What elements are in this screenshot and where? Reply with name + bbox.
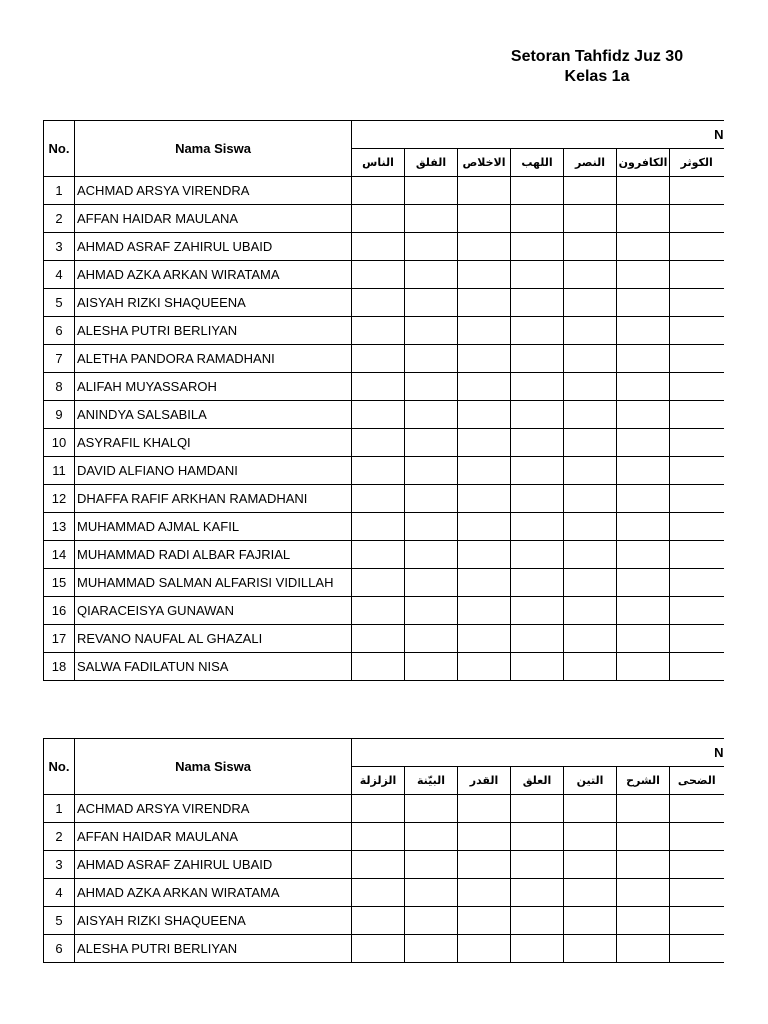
score-cell[interactable] bbox=[352, 935, 405, 963]
score-cell[interactable] bbox=[617, 457, 670, 485]
score-cell[interactable] bbox=[511, 907, 564, 935]
score-cell[interactable] bbox=[352, 513, 405, 541]
score-cell[interactable] bbox=[405, 345, 458, 373]
score-cell[interactable] bbox=[458, 823, 511, 851]
student-name: MUHAMMAD SALMAN ALFARISI VIDILLAH bbox=[75, 569, 352, 597]
score-cell[interactable] bbox=[670, 541, 724, 569]
score-cell[interactable] bbox=[405, 177, 458, 205]
score-cell[interactable] bbox=[670, 205, 724, 233]
score-cell[interactable] bbox=[511, 233, 564, 261]
score-cell[interactable] bbox=[511, 513, 564, 541]
row-number: 4 bbox=[44, 261, 75, 289]
score-cell[interactable] bbox=[352, 823, 405, 851]
student-name: SALWA FADILATUN NISA bbox=[75, 653, 352, 681]
score-cell[interactable] bbox=[617, 401, 670, 429]
score-cell[interactable] bbox=[405, 597, 458, 625]
score-cell[interactable] bbox=[564, 485, 617, 513]
score-cell[interactable] bbox=[405, 429, 458, 457]
score-cell[interactable] bbox=[405, 541, 458, 569]
score-cell[interactable] bbox=[511, 177, 564, 205]
student-row bbox=[44, 569, 724, 597]
score-cell[interactable] bbox=[617, 429, 670, 457]
student-name: ALESHA PUTRI BERLIYAN bbox=[75, 935, 352, 963]
score-cell[interactable] bbox=[458, 541, 511, 569]
header-group: N bbox=[352, 739, 724, 767]
student-name: ACHMAD ARSYA VIRENDRA bbox=[75, 795, 352, 823]
score-cell[interactable] bbox=[458, 401, 511, 429]
score-cell[interactable] bbox=[617, 795, 670, 823]
row-number: 7 bbox=[44, 345, 75, 373]
row-number: 5 bbox=[44, 289, 75, 317]
score-cell[interactable] bbox=[564, 907, 617, 935]
score-cell[interactable] bbox=[617, 597, 670, 625]
score-cell[interactable] bbox=[458, 907, 511, 935]
score-cell[interactable] bbox=[564, 429, 617, 457]
student-row bbox=[44, 457, 724, 485]
header-nama-siswa: Nama Siswa bbox=[75, 121, 352, 177]
header-surah: النصر bbox=[564, 149, 617, 177]
student-row bbox=[44, 205, 724, 233]
student-row bbox=[44, 935, 724, 963]
score-cell[interactable] bbox=[511, 795, 564, 823]
score-cell[interactable] bbox=[405, 879, 458, 907]
header-surah: الشرح bbox=[617, 767, 670, 795]
student-name: AISYAH RIZKI SHAQUEENA bbox=[75, 289, 352, 317]
student-row bbox=[44, 513, 724, 541]
student-name: QIARACEISYA GUNAWAN bbox=[75, 597, 352, 625]
score-cell[interactable] bbox=[564, 879, 617, 907]
score-cell[interactable] bbox=[405, 907, 458, 935]
student-name: DHAFFA RAFIF ARKHAN RAMADHANI bbox=[75, 485, 352, 513]
score-cell[interactable] bbox=[458, 177, 511, 205]
student-name: AHMAD AZKA ARKAN WIRATAMA bbox=[75, 261, 352, 289]
score-cell[interactable] bbox=[511, 457, 564, 485]
student-name: ANINDYA SALSABILA bbox=[75, 401, 352, 429]
score-cell[interactable] bbox=[670, 289, 724, 317]
score-cell[interactable] bbox=[458, 597, 511, 625]
score-cell[interactable] bbox=[670, 513, 724, 541]
score-cell[interactable] bbox=[617, 879, 670, 907]
score-cell[interactable] bbox=[458, 457, 511, 485]
score-cell[interactable] bbox=[511, 317, 564, 345]
score-cell[interactable] bbox=[352, 795, 405, 823]
row-number: 3 bbox=[44, 851, 75, 879]
student-name: ALESHA PUTRI BERLIYAN bbox=[75, 317, 352, 345]
score-cell[interactable] bbox=[670, 823, 724, 851]
score-cell[interactable] bbox=[670, 429, 724, 457]
score-cell[interactable] bbox=[458, 261, 511, 289]
student-row bbox=[44, 823, 724, 851]
score-cell[interactable] bbox=[458, 289, 511, 317]
student-name: DAVID ALFIANO HAMDANI bbox=[75, 457, 352, 485]
score-cell[interactable] bbox=[352, 457, 405, 485]
header-nama-siswa: Nama Siswa bbox=[75, 739, 352, 795]
score-cell[interactable] bbox=[352, 569, 405, 597]
score-cell[interactable] bbox=[617, 373, 670, 401]
score-cell[interactable] bbox=[458, 345, 511, 373]
score-cell[interactable] bbox=[511, 823, 564, 851]
score-cell[interactable] bbox=[511, 851, 564, 879]
score-cell[interactable] bbox=[458, 653, 511, 681]
student-row bbox=[44, 261, 724, 289]
score-cell[interactable] bbox=[617, 823, 670, 851]
score-cell[interactable] bbox=[352, 345, 405, 373]
header-no: No. bbox=[44, 739, 75, 795]
score-cell[interactable] bbox=[405, 795, 458, 823]
row-number: 18 bbox=[44, 653, 75, 681]
student-row bbox=[44, 541, 724, 569]
document-title bbox=[497, 47, 697, 87]
score-cell[interactable] bbox=[511, 879, 564, 907]
score-cell[interactable] bbox=[670, 935, 724, 963]
score-cell[interactable] bbox=[352, 653, 405, 681]
score-cell[interactable] bbox=[670, 625, 724, 653]
row-number: 4 bbox=[44, 879, 75, 907]
student-name: AFFAN HAIDAR MAULANA bbox=[75, 205, 352, 233]
score-cell[interactable] bbox=[617, 205, 670, 233]
student-row bbox=[44, 879, 724, 907]
student-row bbox=[44, 177, 724, 205]
score-cell[interactable] bbox=[564, 541, 617, 569]
student-row bbox=[44, 795, 724, 823]
score-cell[interactable] bbox=[458, 795, 511, 823]
score-cell[interactable] bbox=[670, 401, 724, 429]
header-surah: الاخلاص bbox=[458, 149, 511, 177]
title-line-2: Kelas 1a bbox=[564, 68, 630, 85]
score-cell[interactable] bbox=[458, 317, 511, 345]
score-cell[interactable] bbox=[670, 795, 724, 823]
score-cell[interactable] bbox=[617, 485, 670, 513]
student-name: AHMAD ASRAF ZAHIRUL UBAID bbox=[75, 233, 352, 261]
student-row bbox=[44, 907, 724, 935]
score-cell[interactable] bbox=[670, 569, 724, 597]
score-cell[interactable] bbox=[352, 541, 405, 569]
student-row bbox=[44, 851, 724, 879]
row-number: 1 bbox=[44, 795, 75, 823]
score-cell[interactable] bbox=[405, 625, 458, 653]
score-cell[interactable] bbox=[670, 879, 724, 907]
score-cell[interactable] bbox=[352, 261, 405, 289]
score-cell[interactable] bbox=[617, 261, 670, 289]
score-cell[interactable] bbox=[511, 569, 564, 597]
score-cell[interactable] bbox=[564, 289, 617, 317]
row-number: 10 bbox=[44, 429, 75, 457]
score-cell[interactable] bbox=[511, 625, 564, 653]
score-cell[interactable] bbox=[617, 625, 670, 653]
score-cell[interactable] bbox=[352, 317, 405, 345]
score-cell[interactable] bbox=[670, 373, 724, 401]
score-cell[interactable] bbox=[352, 177, 405, 205]
header-surah: البيّنة bbox=[405, 767, 458, 795]
score-cell[interactable] bbox=[564, 569, 617, 597]
score-cell[interactable] bbox=[458, 569, 511, 597]
row-number: 6 bbox=[44, 317, 75, 345]
score-cell[interactable] bbox=[458, 625, 511, 653]
student-row bbox=[44, 317, 724, 345]
student-name: ALIFAH MUYASSAROH bbox=[75, 373, 352, 401]
score-cell[interactable] bbox=[458, 513, 511, 541]
row-number: 13 bbox=[44, 513, 75, 541]
score-cell[interactable] bbox=[511, 261, 564, 289]
student-row bbox=[44, 485, 724, 513]
header-surah: العلق bbox=[511, 767, 564, 795]
score-cell[interactable] bbox=[352, 597, 405, 625]
header-group: N bbox=[352, 121, 724, 149]
score-cell[interactable] bbox=[670, 457, 724, 485]
score-cell[interactable] bbox=[352, 907, 405, 935]
row-number: 8 bbox=[44, 373, 75, 401]
score-cell[interactable] bbox=[458, 233, 511, 261]
score-cell[interactable] bbox=[405, 261, 458, 289]
score-cell[interactable] bbox=[458, 205, 511, 233]
score-cell[interactable] bbox=[405, 513, 458, 541]
student-name: ACHMAD ARSYA VIRENDRA bbox=[75, 177, 352, 205]
row-number: 16 bbox=[44, 597, 75, 625]
header-no: No. bbox=[44, 121, 75, 177]
score-cell[interactable] bbox=[564, 401, 617, 429]
score-cell[interactable] bbox=[617, 317, 670, 345]
score-cell[interactable] bbox=[458, 851, 511, 879]
score-cell[interactable] bbox=[670, 851, 724, 879]
student-name: MUHAMMAD RADI ALBAR FAJRIAL bbox=[75, 541, 352, 569]
score-cell[interactable] bbox=[405, 569, 458, 597]
score-cell[interactable] bbox=[405, 935, 458, 963]
student-name: AHMAD ASRAF ZAHIRUL UBAID bbox=[75, 851, 352, 879]
score-cell[interactable] bbox=[564, 205, 617, 233]
score-cell[interactable] bbox=[405, 485, 458, 513]
score-cell[interactable] bbox=[352, 429, 405, 457]
score-cell[interactable] bbox=[405, 289, 458, 317]
student-name: AFFAN HAIDAR MAULANA bbox=[75, 823, 352, 851]
header-surah: الفلق bbox=[405, 149, 458, 177]
score-cell[interactable] bbox=[352, 205, 405, 233]
score-cell[interactable] bbox=[352, 401, 405, 429]
row-number: 11 bbox=[44, 457, 75, 485]
header-surah: الكوثر bbox=[670, 149, 724, 177]
student-name: REVANO NAUFAL AL GHAZALI bbox=[75, 625, 352, 653]
header-surah: التين bbox=[564, 767, 617, 795]
score-cell[interactable] bbox=[458, 429, 511, 457]
student-row bbox=[44, 401, 724, 429]
row-number: 6 bbox=[44, 935, 75, 963]
student-name: AHMAD AZKA ARKAN WIRATAMA bbox=[75, 879, 352, 907]
page-edge-clip bbox=[725, 0, 768, 1024]
score-cell[interactable] bbox=[405, 401, 458, 429]
tahfidz-table-2 bbox=[43, 738, 724, 963]
score-cell[interactable] bbox=[564, 345, 617, 373]
score-cell[interactable] bbox=[511, 373, 564, 401]
row-number: 12 bbox=[44, 485, 75, 513]
header-surah: الزلزلة bbox=[352, 767, 405, 795]
score-cell[interactable] bbox=[617, 177, 670, 205]
score-cell[interactable] bbox=[458, 373, 511, 401]
score-cell[interactable] bbox=[670, 653, 724, 681]
score-cell[interactable] bbox=[352, 625, 405, 653]
score-cell[interactable] bbox=[670, 907, 724, 935]
header-surah: الناس bbox=[352, 149, 405, 177]
score-cell[interactable] bbox=[617, 653, 670, 681]
score-cell[interactable] bbox=[405, 851, 458, 879]
row-number: 5 bbox=[44, 907, 75, 935]
score-cell[interactable] bbox=[564, 457, 617, 485]
score-cell[interactable] bbox=[511, 485, 564, 513]
score-cell[interactable] bbox=[405, 373, 458, 401]
header-surah: اللهب bbox=[511, 149, 564, 177]
score-cell[interactable] bbox=[511, 429, 564, 457]
score-cell[interactable] bbox=[564, 625, 617, 653]
row-number: 2 bbox=[44, 823, 75, 851]
student-name: MUHAMMAD AJMAL KAFIL bbox=[75, 513, 352, 541]
score-cell[interactable] bbox=[617, 541, 670, 569]
score-cell[interactable] bbox=[458, 879, 511, 907]
score-cell[interactable] bbox=[564, 177, 617, 205]
student-row bbox=[44, 597, 724, 625]
header-surah: الضحى bbox=[670, 767, 724, 795]
score-cell[interactable] bbox=[617, 513, 670, 541]
score-cell[interactable] bbox=[352, 233, 405, 261]
student-row bbox=[44, 373, 724, 401]
score-cell[interactable] bbox=[670, 485, 724, 513]
header-surah: الكافرون bbox=[617, 149, 670, 177]
row-number: 15 bbox=[44, 569, 75, 597]
score-cell[interactable] bbox=[511, 345, 564, 373]
score-cell[interactable] bbox=[352, 373, 405, 401]
header-surah: القدر bbox=[458, 767, 511, 795]
student-row bbox=[44, 653, 724, 681]
score-cell[interactable] bbox=[458, 935, 511, 963]
score-cell[interactable] bbox=[511, 401, 564, 429]
score-cell[interactable] bbox=[670, 177, 724, 205]
score-cell[interactable] bbox=[405, 317, 458, 345]
score-cell[interactable] bbox=[617, 233, 670, 261]
score-cell[interactable] bbox=[564, 823, 617, 851]
score-cell[interactable] bbox=[352, 289, 405, 317]
score-cell[interactable] bbox=[352, 851, 405, 879]
score-cell[interactable] bbox=[670, 317, 724, 345]
row-number: 14 bbox=[44, 541, 75, 569]
score-cell[interactable] bbox=[405, 457, 458, 485]
score-cell[interactable] bbox=[405, 653, 458, 681]
score-cell[interactable] bbox=[511, 289, 564, 317]
score-cell[interactable] bbox=[564, 373, 617, 401]
score-cell[interactable] bbox=[405, 205, 458, 233]
score-cell[interactable] bbox=[511, 205, 564, 233]
score-cell[interactable] bbox=[511, 541, 564, 569]
score-cell[interactable] bbox=[617, 569, 670, 597]
title-line-1: Setoran Tahfidz Juz 30 bbox=[510, 48, 684, 65]
score-cell[interactable] bbox=[617, 907, 670, 935]
score-cell[interactable] bbox=[670, 597, 724, 625]
row-number: 2 bbox=[44, 205, 75, 233]
score-cell[interactable] bbox=[511, 653, 564, 681]
score-cell[interactable] bbox=[617, 851, 670, 879]
score-cell[interactable] bbox=[405, 823, 458, 851]
score-cell[interactable] bbox=[564, 513, 617, 541]
row-number: 3 bbox=[44, 233, 75, 261]
student-row bbox=[44, 625, 724, 653]
score-cell[interactable] bbox=[617, 345, 670, 373]
student-name: AISYAH RIZKI SHAQUEENA bbox=[75, 907, 352, 935]
score-cell[interactable] bbox=[564, 317, 617, 345]
score-cell[interactable] bbox=[564, 653, 617, 681]
score-cell[interactable] bbox=[511, 597, 564, 625]
student-row bbox=[44, 429, 724, 457]
tahfidz-table-1 bbox=[43, 120, 724, 681]
score-cell[interactable] bbox=[564, 597, 617, 625]
score-cell[interactable] bbox=[564, 233, 617, 261]
score-cell[interactable] bbox=[352, 485, 405, 513]
score-cell[interactable] bbox=[670, 261, 724, 289]
score-cell[interactable] bbox=[564, 795, 617, 823]
student-row bbox=[44, 345, 724, 373]
score-cell[interactable] bbox=[511, 935, 564, 963]
score-cell[interactable] bbox=[352, 879, 405, 907]
score-cell[interactable] bbox=[458, 485, 511, 513]
student-row bbox=[44, 233, 724, 261]
score-cell[interactable] bbox=[670, 345, 724, 373]
row-number: 9 bbox=[44, 401, 75, 429]
row-number: 1 bbox=[44, 177, 75, 205]
student-row bbox=[44, 289, 724, 317]
row-number: 17 bbox=[44, 625, 75, 653]
score-cell[interactable] bbox=[564, 851, 617, 879]
score-cell[interactable] bbox=[564, 935, 617, 963]
student-name: ASYRAFIL KHALQI bbox=[75, 429, 352, 457]
score-cell[interactable] bbox=[405, 233, 458, 261]
score-cell[interactable] bbox=[617, 289, 670, 317]
student-name: ALETHA PANDORA RAMADHANI bbox=[75, 345, 352, 373]
score-cell[interactable] bbox=[564, 261, 617, 289]
score-cell[interactable] bbox=[670, 233, 724, 261]
score-cell[interactable] bbox=[617, 935, 670, 963]
